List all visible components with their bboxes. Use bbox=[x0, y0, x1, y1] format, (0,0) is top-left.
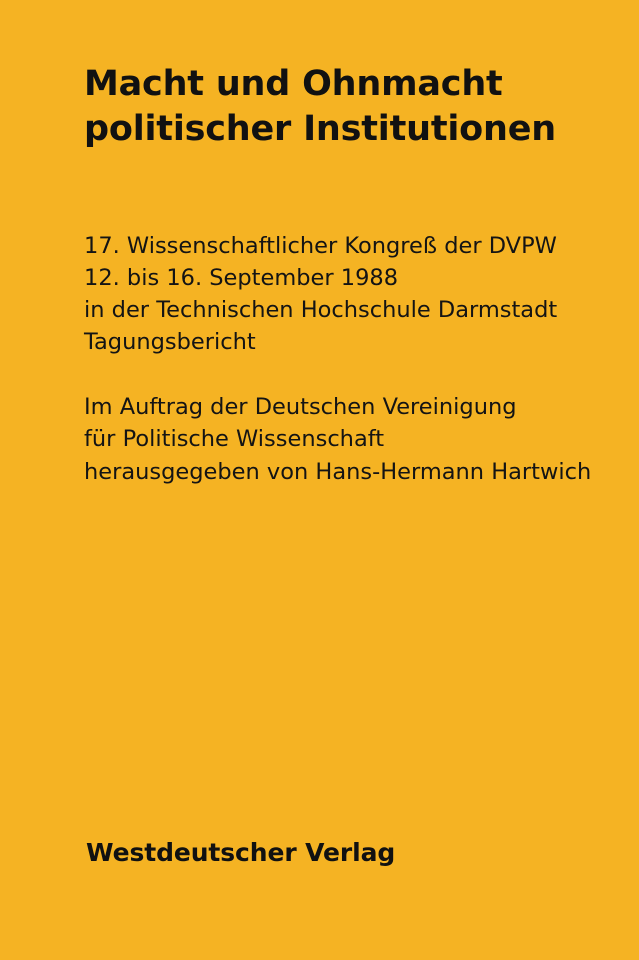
subtitle bbox=[84, 230, 591, 359]
credits-line-1: Im Auftrag der Deutschen Vereinigung bbox=[84, 394, 517, 421]
subtitle-line-3: in der Technischen Hochschule Darmstadt bbox=[84, 296, 558, 323]
subtitle-line-1: 17. Wissenschaftlicher Kongreß der DVPW bbox=[84, 232, 557, 259]
publisher-name: Westdeutscher Verlag bbox=[86, 838, 396, 867]
subtitle-line-4: Tagungsbericht bbox=[84, 329, 256, 356]
title-line-1: Macht und Ohnmacht bbox=[84, 64, 503, 104]
subtitle-line-2: 12. bis 16. September 1988 bbox=[84, 264, 399, 291]
credits bbox=[84, 391, 591, 488]
cover-text-block bbox=[84, 62, 591, 488]
credits-line-2: für Politische Wissenschaft bbox=[84, 426, 385, 453]
title-line-2: politischer Institutionen bbox=[84, 108, 556, 149]
credits-line-3: herausgegeben von Hans-Hermann Hartwich bbox=[84, 458, 592, 485]
page-title bbox=[84, 62, 591, 152]
